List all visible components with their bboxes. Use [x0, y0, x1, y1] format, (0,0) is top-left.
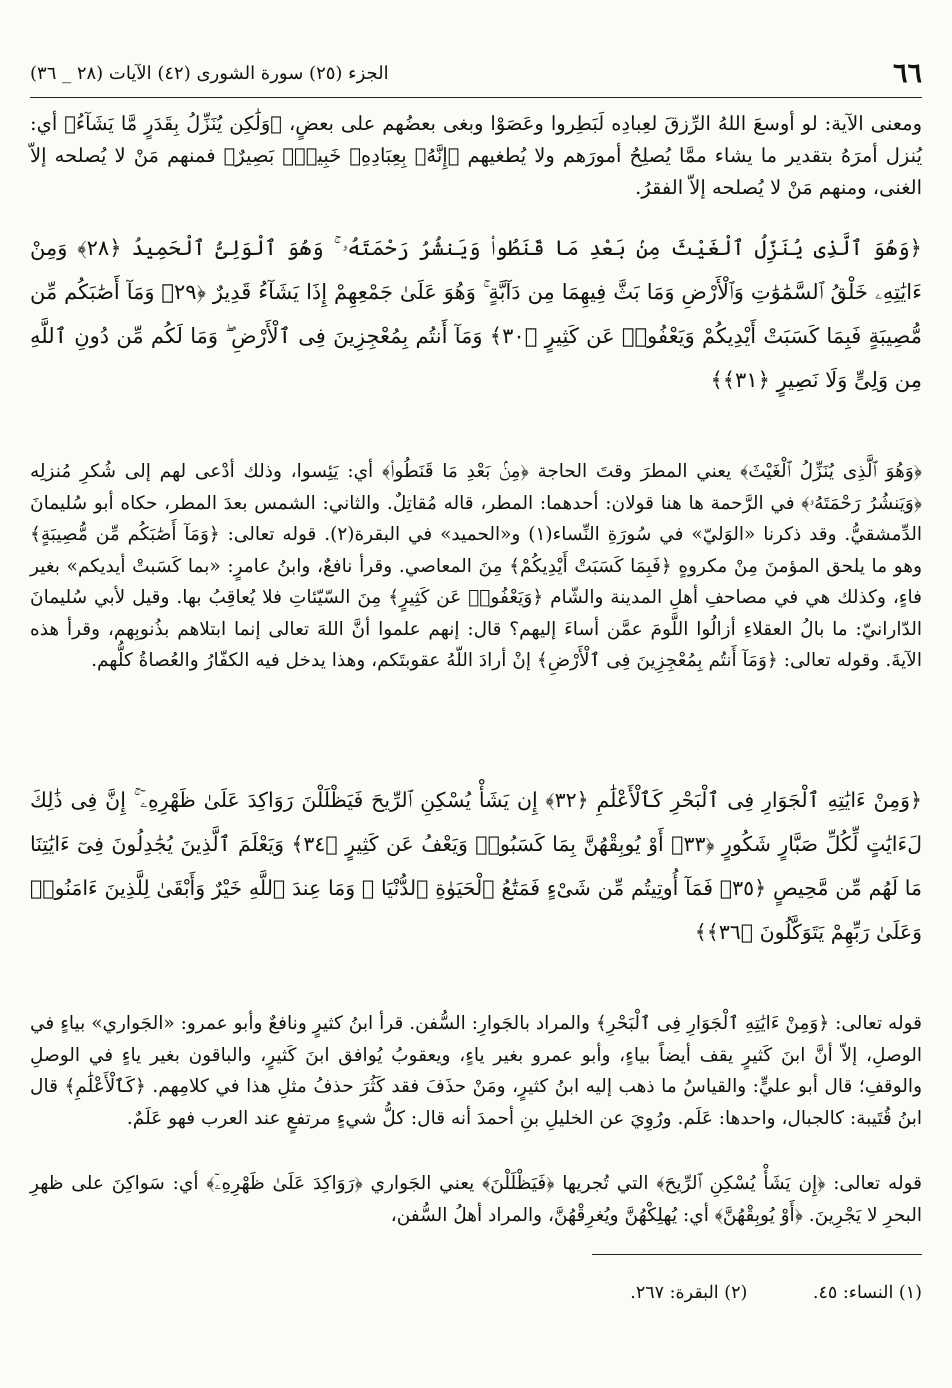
paragraph-text: ﴿وَهُوَ ٱلَّذِى يُنَزِّلُ ٱلْغَيْثَ﴾ يعني المطرَ وقتَ الحاجة ﴿مِنۢ بَعْدِ مَا قَنَطُوا۟﴾ أي: يَئِسوا، وذلك أدْعى لهم إلى شُكرِ مُنزلِه ﴿وَيَنشُرُ رَحْمَتَهُۥ﴾ في الرَّحمة ها هنا قولان: أحدهما: المطر، قاله مُقاتِلٌ. والثاني: الشمس بعدَ المطر، حكاه أبو سُليمانَ الدِّمشقيُّ. وقد ذكرنا «الوَليّ» في سُورَةِ النِّساء(١) و«الحميد» في البقرة(٢). قوله تعالى: ﴿وَمَآ أَصَٰبَكُم مِّن مُّصِيبَةٍ﴾ وهو ما يلحق المؤمنَ مِنْ مكروهٍ ﴿فَبِمَا كَسَبَتْ أَيْدِيكُمْ﴾ مِنَ المعاصي. وقرأ نافعٌ، وابنُ عامرٍ: «بما كَسَبتْ أيديكم» بغير فاءٍ، وكذلك هي في مصاحفِ أهلِ المدينة والشّام ﴿وَيَعْفُوا۟ عَن كَثِيرٍ﴾ مِنَ السّيّئاتِ فلا يُعاقِبُ بها. وقيل لأبي سُليمانَ الدّارانيّ: ما بالُ العقلاءِ أزالُوا اللَّومَ عمَّن أساءَ إليهم؟ قال: إنهم علموا أنَّ اللهَ تعالى إنما ابتلاهم بذُنوبِهم، وقرأ هذه الآيةَ. وقوله تعالى: ﴿وَمَآ أَنتُم بِمُعْجِزِينَ فِى ٱلْأَرْضِ﴾ إنْ أرادَ اللّهُ عقوبتَكم، وهذا يدخل فيه الكفّارُ والعُصاةُ كلُّهم. — [30, 461, 922, 671]
paragraph-text: قوله تعالى: ﴿وَمِنْ ءَايَٰتِهِ ٱلْجَوَارِ فِى ٱلْبَحْرِ﴾ والمراد بالجَوارِ: السُّفن. قرأ ابنُ كثيرٍ ونافعٌ وأبو عمرو: «الجَواري» بياءٍ في الوصلِ، إلاّ أنَّ ابنَ كَثيرٍ يقف أيضاً بياءٍ، وأبو عمرو بغير ياءٍ، ويعقوبُ يُوافق ابنَ كَثيرٍ، والباقون بغير ياءٍ في الوصلِ والوقفِ؛ قال أبو عليٍّ: والقياسُ ما ذهب إليه ابنُ كثيرٍ، ومَنْ حذَفَ فقد كَثُرَ حذفُ مثلِ هذا في كلامِهم. ﴿كَٱلْأَعْلَٰمِ﴾ قال ابنُ قُتَيبة: كالجبال، واحدها: عَلَم. ورُوِيَ عن الخليلِ بنِ أحمدَ أنه قال: كلُّ شيءٍ مرتفعٍ عند العرب فهو عَلَمٌ. — [30, 1013, 922, 1129]
quran-verses-block — [30, 778, 922, 968]
verse-text: ﴿وَمِنْ ءَايَٰتِهِ ٱلْجَوَارِ فِى ٱلْبَحْرِ كَٱلْأَعْلَٰمِ ﴿٣٢﴾ إِن يَشَأْ يُسْكِنِ ٱلرِّيحَ فَيَظْلَلْنَ رَوَاكِدَ عَلَىٰ ظَهْرِهِۦٓ ۚ إِنَّ فِى ذَٰلِكَ لَءَايَٰتٍ لِّكُلِّ صَبَّارٍ شَكُورٍ ﴿٣٣﴾ أَوْ يُوبِقْهُنَّ بِمَا كَسَبُوا۟ وَيَعْفُ عَن كَثِيرٍ ﴿٣٤﴾ وَيَعْلَمَ ٱلَّذِينَ يُجَٰدِلُونَ فِىٓ ءَايَٰتِنَا مَا لَهُم مِّن مَّحِيصٍ ﴿٣٥﴾ فَمَآ أُوتِيتُم مِّن شَىْءٍ فَمَتَٰعُ ٱلْحَيَوٰةِ ٱلدُّنْيَا ۖ وَمَا عِندَ ٱللَّهِ خَيْرٌ وَأَبْقَىٰ لِلَّذِينَ ءَامَنُوا۟ وَعَلَىٰ رَبِّهِمْ يَتَوَكَّلُونَ ﴿٣٦﴾﴾ — [30, 788, 923, 944]
paragraph-text: ومعنى الآية: لو أوسعَ اللهُ الرِّزقَ لعِبادِه لَبَطِروا وعَصَوْا وبغى بعضُهم على بعضٍ، ﴿وَلَٰكِن يُنَزِّلُ بِقَدَرٍ مَّا يَشَآءُ﴾ أي: يُنزل أمرَهُ بتقدير ما يشاء ممَّا يُصلِحُ أمورَهم ولا يُطغيهم ﴿إِنَّهُۥ بِعِبَادِهِۦ خَبِيرُۢ بَصِيرٌ﴾ فمنهم مَنْ لا يُصلحه إلاّ الغنى، ومنهم مَنْ لا يُصلحه إلاّ الفقرُ. — [30, 112, 922, 199]
page-header — [30, 52, 922, 94]
commentary-paragraph — [30, 1008, 922, 1168]
commentary-paragraph — [30, 108, 922, 210]
footnotes — [30, 1278, 922, 1308]
footnote-divider — [592, 1254, 922, 1255]
page-number: ٦٦ — [892, 57, 922, 89]
quran-verses-block — [30, 226, 922, 444]
commentary-paragraph — [30, 456, 922, 764]
commentary-paragraph — [30, 1168, 922, 1250]
verse-text: ﴿وَهُوَ ٱلَّذِى يُنَزِّلُ ٱلْغَيْثَ مِنۢ بَعْدِ مَا قَنَطُوا۟ وَيَنشُرُ رَحْمَتَهُۥ ۚ وَهُوَ ٱلْوَلِىُّ ٱلْحَمِيدُ ﴿٢٨﴾ وَمِنْ ءَايَٰتِهِۦ خَلْقُ ٱلسَّمَٰوَٰتِ وَٱلْأَرْضِ وَمَا بَثَّ فِيهِمَا مِن دَآبَّةٍ ۚ وَهُوَ عَلَىٰ جَمْعِهِمْ إِذَا يَشَآءُ قَدِيرٌ ﴿٢٩﴾ وَمَآ أَصَٰبَكُم مِّن مُّصِيبَةٍ فَبِمَا كَسَبَتْ أَيْدِيكُمْ وَيَعْفُوا۟ عَن كَثِيرٍ ﴿٣٠﴾ وَمَآ أَنتُم بِمُعْجِزِينَ فِى ٱلْأَرْضِ ۖ وَمَا لَكُم مِّن دُونِ ٱللَّهِ مِن وَلِىٍّ وَلَا نَصِيرٍ ﴿٣١﴾﴾ — [30, 236, 923, 392]
footnote: (١) النساء: ٤٥. — [812, 1283, 922, 1303]
running-head: الجزء (٢٥) سورة الشورى (٤٢) الآيات (٢٨ _ ٣٦) — [30, 62, 389, 84]
header-divider — [30, 97, 922, 98]
footnote: (٢) البقرة: ٢٦٧. — [630, 1283, 748, 1303]
paragraph-text: قوله تعالى: ﴿إِن يَشَأْ يُسْكِنِ ٱلرِّيحَ﴾ التي تُجريها ﴿فَيَظْلَلْنَ﴾ يعني الجَواري ﴿رَوَاكِدَ عَلَىٰ ظَهْرِهِۦٓ﴾ أي: سَواكِنَ على ظهرِ البحرِ لا يَجْرِينَ. ﴿أَوْ يُوبِقْهُنَّ﴾ أي: يُهلِكْهُنَّ ويُغرِقْهُنَّ، والمراد أهلُ السُّفن، — [30, 1173, 922, 1226]
